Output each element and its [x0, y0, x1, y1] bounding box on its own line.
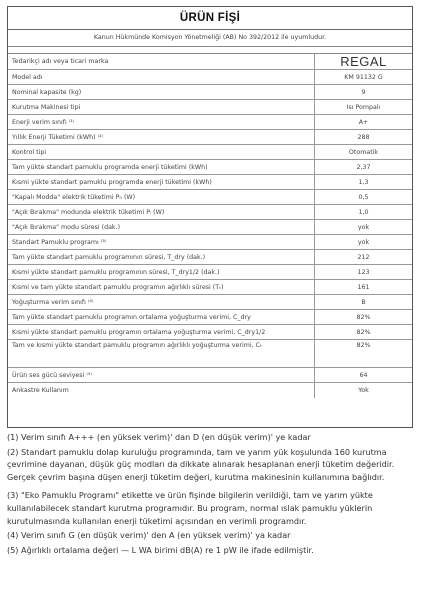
row-label: "Açık Bırakma" modunda elektrik tüketimi Pₗ (W): [8, 205, 315, 219]
table-row: [8, 235, 412, 250]
row-label: Tedarikçi adı veya ticari marka: [8, 54, 315, 69]
row-value: yok: [357, 223, 370, 231]
table-row: [8, 383, 412, 398]
row-value: Isı Pompalı: [346, 103, 381, 111]
row-value: 64: [359, 371, 368, 379]
brand-value: REGAL: [340, 54, 387, 69]
footnote-3: (3) "Eko Pamuklu Programı" etikette ve ürün fişinde bilgilerin verildiği, tam ve yarım yükte kullanılabilecek standart kurutma programıdır. Bu program, normal ıslak pamuklu yüklerin kurutulmasında kullanılan enerji tüketimi açısından en verimli programdır.: [7, 490, 373, 526]
product-info-sheet: [7, 6, 413, 428]
row-value: yok: [357, 238, 370, 246]
table-row: [8, 220, 412, 235]
row-value: 288: [357, 133, 370, 141]
row-value: 82%: [356, 342, 371, 349]
footnote-5: (5) Ağırlıklı ortalama değeri — L WA birimi dB(A) re 1 pW ile ifade edilmiştir.: [7, 544, 314, 555]
table-row: [8, 280, 412, 295]
table-row: [8, 190, 412, 205]
row-label: Yıllık Enerji Tüketimi (kWh) ⁽²⁾: [8, 130, 315, 144]
row-value: Yok: [358, 387, 369, 394]
table-row: [8, 175, 412, 190]
row-label: Standart Pamuklu programı ⁽³⁾: [8, 235, 315, 249]
table-row: [8, 325, 412, 340]
row-label: Kısmi yükte standart pamuklu programının süresi, T_dry1/2 (dak.): [8, 265, 315, 279]
row-label: Kontrol tipi: [8, 145, 315, 159]
table-row: [8, 295, 412, 310]
row-label: Ankastre Kullanım: [8, 383, 315, 398]
footnote-2: (2) Standart pamuklu dolap kuruluğu programında, tam ve yarım yük koşulunda 160 kurutma çevrimine dayanan, düşük güç modları da dikkate alınarak hesaplanan enerji tüketim değeridir. Gerçek çevrim başına düşen enerji tüketim değeri, kurutma makinesinin kullanımına bağlıdır.: [7, 446, 395, 482]
row-label: Tam yükte standart pamuklu programda enerji tüketimi (kWh): [8, 160, 315, 174]
spacer-row: [8, 47, 412, 54]
row-value: KM 91132 G: [344, 73, 383, 81]
row-label: "Açık Bırakma" modu süresi (dak.): [8, 220, 315, 234]
row-label: Kurutma Makinesi tipi: [8, 100, 315, 114]
row-label: Tam ve kısmi yükte standart pamuklu programın ağırlıklı yoğuşturma verimi, Cₜ: [8, 340, 315, 367]
table-row: [8, 310, 412, 325]
table-row: [8, 368, 412, 383]
row-label: Kısmi yükte standart pamuklu programın ortalama yoğuşturma verimi, C_dry1/2: [8, 325, 315, 339]
row-label: Kısmi yükte standart pamuklu programda enerji tüketimi (kWh): [8, 175, 315, 189]
row-value: 82%: [356, 328, 371, 336]
row-value: 123: [357, 268, 370, 276]
row-value: A+: [358, 118, 369, 126]
row-value: 0,5: [358, 193, 369, 201]
table-row: [8, 145, 412, 160]
row-value: 1,3: [358, 178, 369, 186]
table-row: [8, 250, 412, 265]
row-value: 212: [357, 253, 370, 261]
sheet-title: ÜRÜN FİŞİ: [8, 7, 412, 30]
table-row: [8, 265, 412, 280]
row-value: Otomatik: [348, 148, 379, 156]
row-value: 82%: [356, 313, 371, 321]
row-label: Tam yükte standart pamuklu programın ortalama yoğuşturma verimi, C_dry: [8, 310, 315, 324]
row-label: Nominal kapasite (kg): [8, 85, 315, 99]
footnote-1: (1) Verim sınıfı A+++ (en yüksek verim)' dan D (en düşük verim)' ye kadar: [7, 432, 311, 442]
row-value: 9: [361, 88, 366, 96]
row-label: Yoğuşturma verim sınıfı ⁽⁴⁾: [8, 295, 315, 309]
table-row: [8, 85, 412, 100]
table-row: [8, 160, 412, 175]
row-label: Kısmi ve tam yükte standart pamuklu programın ağırlıklı süresi (Tₜ): [8, 280, 315, 294]
table-row: [8, 115, 412, 130]
regulation-note: Kanun Hükmünde Komisyon Yönetmeliği (AB) No 392/2012 ile uyumludur.: [8, 30, 412, 47]
table-row: [8, 54, 412, 70]
table-row: [8, 100, 412, 115]
row-label: Enerji verim sınıfı ⁽¹⁾: [8, 115, 315, 129]
table-row: [8, 130, 412, 145]
row-value: B: [361, 298, 366, 306]
row-value: 161: [357, 283, 370, 291]
table-row: [8, 340, 412, 368]
table-row: [8, 70, 412, 85]
row-label: Model adı: [8, 70, 315, 84]
row-label: "Kapalı Modda" elektrik tüketimi P₀ (W): [8, 190, 315, 204]
table-row: [8, 205, 412, 220]
row-value: 2,37: [356, 163, 371, 171]
footnote-4: (4) Verim sınıfı G (en düşük verim)' den A (en yüksek verim)' ya kadar: [7, 530, 291, 541]
row-label: Ürün ses gücü seviyesi ⁽⁵⁾: [8, 368, 315, 382]
footnotes: [7, 431, 417, 558]
row-label: Tam yükte standart pamuklu programının süresi, T_dry (dak.): [8, 250, 315, 264]
row-value: 1,0: [358, 208, 369, 216]
